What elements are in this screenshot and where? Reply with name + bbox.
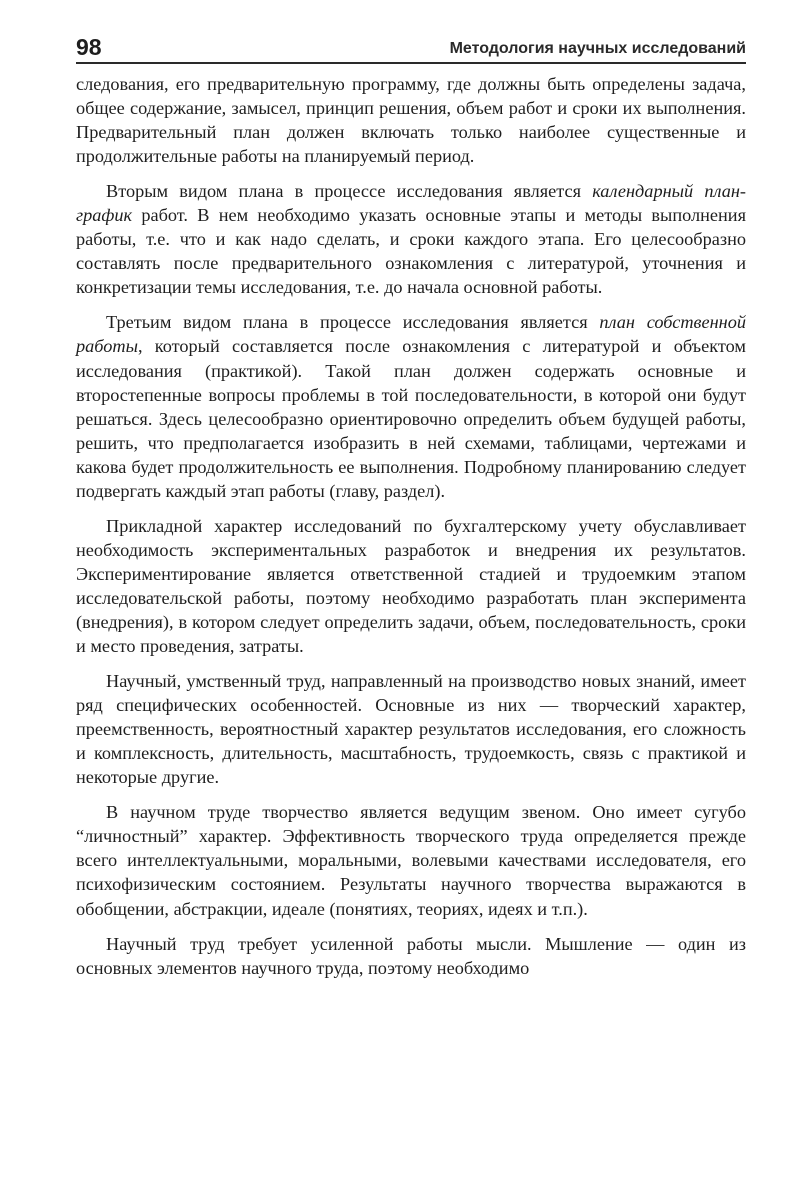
paragraph-continuation: [76, 72, 746, 168]
paragraph-own-work-plan: [76, 310, 746, 502]
body-text: [76, 72, 746, 980]
paragraph-text: Третьим видом плана в процессе исследования является: [106, 312, 600, 333]
paragraph-text: Научный, умственный труд, направленный на производство новых знаний, имеет ряд специфических особенностей. Основные из них — творческий характер, преемственность, вероятностный характер результатов исследования, его сложность и комплексность, длительность, масштабность, трудоемкость, связь с практикой и некоторые другие.: [76, 671, 746, 788]
page-number: 98: [76, 34, 102, 60]
paragraph-text: работ. В нем необходимо указать основные этапы и методы выполнения работы, т.е. что и как надо сделать, и сроки каждого этапа. Его целесообразно составлять после предварительного ознакомления с литературой, уточнения и конкретизации темы исследования, т.е. до начала основной работы.: [76, 205, 746, 298]
paragraph-text: , который составляется после ознакомления с литературой и объектом исследования (практикой). Такой план должен содержать основные и второстепенные вопросы проблемы в той последовательности, в которой они будут решаться. Здесь целесообразно ориентировочно определить объем будущей работы, решить, что предполагается изобразить в ней схемами, таблицами, чертежами и какова будет продолжительность ее выполнения. Подробному планированию следует подвергать каждый этап работы (главу, раздел).: [76, 336, 746, 501]
paragraph-text: Прикладной характер исследований по бухгалтерскому учету обуславливает необходимость экспериментальных разработок и внедрения их результатов. Экспериментирование является ответственной стадией и трудоемким этапом исследовательской работы, поэтому необходимо разработать план эксперимента (внедрения), в котором следует определить задачи, объем, последовательность, сроки и место проведения, затраты.: [76, 515, 746, 657]
paragraph-text: следования, его предварительную программу, где должны быть определены задача, общее содержание, замысел, принцип решения, объем работ и сроки их выполнения. Предварительный план должен включать только наиболее существенные и продолжительные работы на планируемый период.: [76, 74, 746, 167]
paragraph-text: Вторым видом плана в процессе исследования является: [106, 181, 593, 202]
paragraph-text: Научный труд требует усиленной работы мысли. Мышление — один из основных элементов научного труда, поэтому необходимо: [76, 933, 746, 978]
paragraph-creativity: [76, 800, 746, 920]
italic-term: план собственной работы: [76, 312, 746, 357]
paragraph-text: В научном труде творчество является ведущим звеном. Оно имеет сугубо “личностный” характер. Эффективность творческого труда определяется прежде всего интеллектуальными, моральными, волевыми качествами исследователя, его психофизическим состоянием. Результаты научного творчества выражаются в обобщении, абстракции, идеале (понятиях, теориях, идеях и т.п.).: [76, 802, 746, 919]
paragraph-thinking: [76, 932, 746, 980]
book-page: [76, 30, 746, 991]
italic-term: календарный план-график: [76, 181, 747, 226]
running-head: [76, 30, 746, 64]
book-title: Методология научных исследований: [449, 40, 746, 57]
paragraph-scientific-labor: [76, 669, 746, 789]
paragraph-applied-research: [76, 514, 746, 658]
paragraph-calendar-plan: [76, 179, 746, 299]
